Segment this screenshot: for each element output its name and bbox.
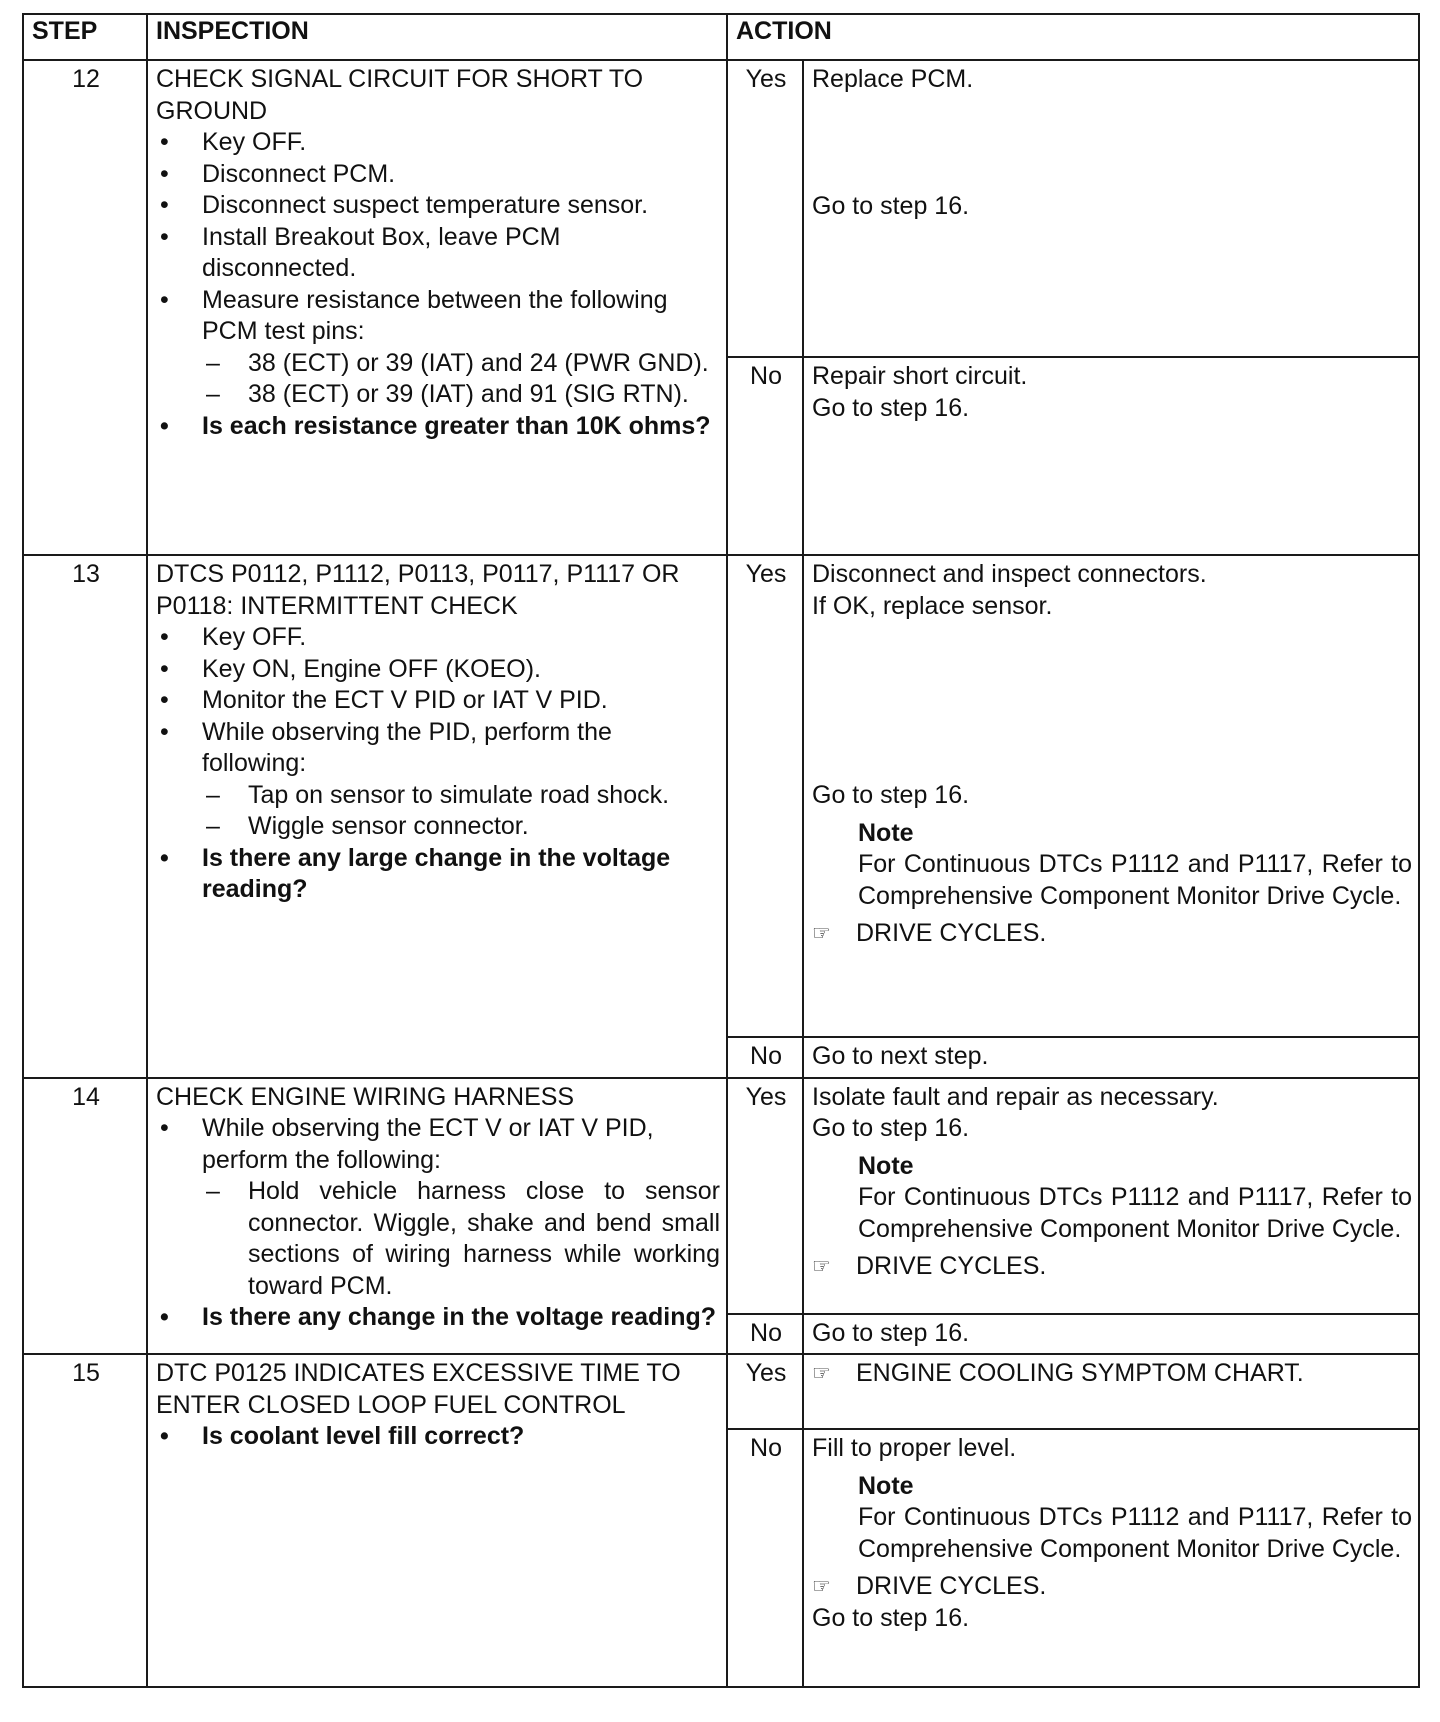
sub-item: – 38 (ECT) or 39 (IAT) and 24 (PWR GND). (206, 348, 709, 377)
step-number: 15 (23, 1354, 147, 1687)
bullet-item: • Install Breakout Box, leave PCM disconnected. (160, 222, 561, 282)
diagnostic-table (22, 13, 1420, 1688)
step-15-no-action (803, 1429, 1419, 1687)
no-label: No (727, 1429, 803, 1687)
step-13-inspection (147, 555, 727, 1078)
bullet-item: • Disconnect suspect temperature sensor. (160, 191, 649, 219)
action-line: Go to step 16. (812, 393, 970, 422)
pointing-hand-icon: ☞ (812, 922, 831, 945)
yes-label: Yes (727, 555, 803, 1037)
pointing-hand-icon: ☞ (812, 1255, 831, 1278)
bullet-item: • While observing the ECT V or IAT V PID, perform the following: (160, 1114, 654, 1174)
step-12-yes-action (803, 60, 1419, 357)
yes-label: Yes (727, 1078, 803, 1314)
no-label: No (727, 1314, 803, 1355)
header-row (23, 14, 1419, 60)
sub-item: – Tap on sensor to simulate road shock. (206, 780, 670, 809)
engine-cooling-chart-link[interactable]: ☞ ENGINE COOLING SYMPTOM CHART. (812, 1358, 1412, 1390)
header-inspection: INSPECTION (147, 14, 727, 60)
step-number: 14 (23, 1078, 147, 1355)
bullet-item: • Key OFF. (160, 623, 307, 651)
drive-cycles-link[interactable]: ☞ DRIVE CYCLES. (812, 918, 1412, 950)
action-line: Disconnect and inspect connectors. (812, 560, 1207, 588)
note-block (812, 1471, 1412, 1566)
sub-item: – 38 (ECT) or 39 (IAT) and 91 (SIG RTN). (206, 380, 689, 408)
note-title: Note (858, 1471, 914, 1500)
action-line: Repair short circuit. (812, 362, 1028, 390)
step-number: 12 (23, 60, 147, 555)
sub-item: – Wiggle sensor connector. (206, 812, 529, 840)
question: • Is there any large change in the voltage reading? (160, 843, 671, 903)
pointing-hand-icon: ☞ (812, 1575, 831, 1598)
step-12-inspection (147, 60, 727, 555)
step-14-yes-action (803, 1078, 1419, 1314)
procedure-page (22, 13, 1418, 1719)
note-text: For Continuous DTCs P1112 and P1117, Refer to Comprehensive Component Monitor Drive Cycle. (858, 850, 1413, 910)
no-label: No (727, 1037, 803, 1078)
step-15-yes-action (803, 1354, 1419, 1429)
header-step: STEP (23, 14, 147, 60)
question: • Is coolant level fill correct? (160, 1422, 525, 1450)
action-line: Isolate fault and repair as necessary. (812, 1082, 1219, 1111)
step-14-no-action (803, 1314, 1419, 1355)
question: • Is there any change in the voltage reading? (160, 1303, 717, 1331)
step-number: 13 (23, 555, 147, 1078)
action-line: If OK, replace sensor. (812, 591, 1053, 620)
bullet-item: • Key ON, Engine OFF (KOEO). (160, 654, 541, 683)
action-line: Go to step 16. (812, 1603, 970, 1632)
note-title: Note (858, 818, 914, 847)
action-line: Go to step 16. (812, 1318, 970, 1347)
note-block (812, 818, 1412, 913)
step-13-no-action (803, 1037, 1419, 1078)
yes-label: Yes (727, 60, 803, 357)
action-line: Replace PCM. (812, 65, 974, 93)
step-12-yes-row (23, 60, 1419, 357)
action-line: Go to step 16. (812, 1114, 970, 1142)
note-text: For Continuous DTCs P1112 and P1117, Refer to Comprehensive Component Monitor Drive Cycle. (858, 1183, 1413, 1243)
note-text: For Continuous DTCs P1112 and P1117, Refer to Comprehensive Component Monitor Drive Cycle. (858, 1503, 1413, 1563)
bullet-item: • While observing the PID, perform the following: (160, 717, 612, 777)
header-action: ACTION (727, 14, 1419, 60)
step-title: DTCS P0112, P1112, P0113, P0117, P1117 OR P0118: INTERMITTENT CHECK (156, 560, 680, 620)
step-14-yes-row (23, 1078, 1419, 1314)
step-14-inspection (147, 1078, 727, 1355)
step-15-yes-row (23, 1354, 1419, 1429)
step-title: CHECK ENGINE WIRING HARNESS (156, 1082, 575, 1111)
step-title: DTC P0125 INDICATES EXCESSIVE TIME TO ENTER CLOSED LOOP FUEL CONTROL (156, 1359, 681, 1419)
no-label: No (727, 357, 803, 555)
action-line: Go to step 16. (812, 191, 970, 220)
step-13-yes-row (23, 555, 1419, 1037)
bullet-item: • Measure resistance between the following PCM test pins: (160, 285, 668, 345)
action-line: Go to step 16. (812, 781, 970, 809)
step-15-inspection (147, 1354, 727, 1687)
drive-cycles-link[interactable]: ☞ DRIVE CYCLES. (812, 1251, 1412, 1283)
note-title: Note (858, 1151, 914, 1180)
step-12-no-action (803, 357, 1419, 555)
action-line: Go to next step. (812, 1042, 989, 1070)
pointing-hand-icon: ☞ (812, 1362, 831, 1385)
question: • Is each resistance greater than 10K ohms? (160, 411, 711, 440)
action-line: Fill to proper level. (812, 1434, 1017, 1462)
note-block (812, 1151, 1412, 1246)
step-title: CHECK SIGNAL CIRCUIT FOR SHORT TO GROUND (156, 65, 644, 125)
sub-item: – Hold vehicle harness close to sensor connector. Wiggle, shake and bend small sections of wiring harness while working toward PCM. (206, 1177, 720, 1300)
bullet-item: • Monitor the ECT V PID or IAT V PID. (160, 686, 608, 714)
bullet-item: • Key OFF. (160, 128, 307, 156)
step-13-yes-action (803, 555, 1419, 1037)
yes-label: Yes (727, 1354, 803, 1429)
bullet-item: • Disconnect PCM. (160, 159, 396, 188)
drive-cycles-link[interactable]: ☞ DRIVE CYCLES. (812, 1571, 1412, 1603)
